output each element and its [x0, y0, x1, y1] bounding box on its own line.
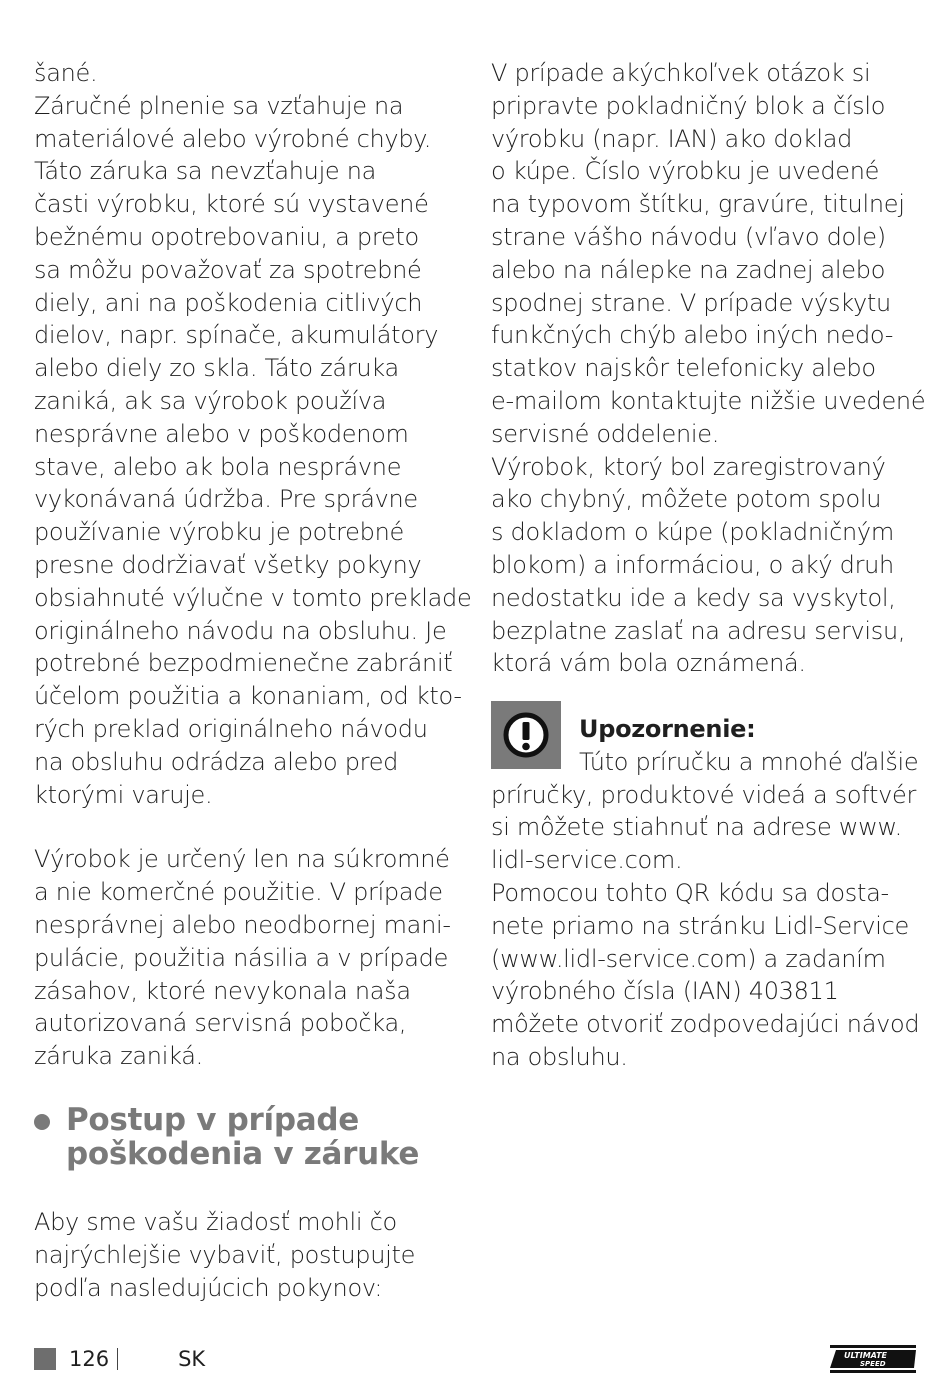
- text-line: si môžete stiahnuť na adrese www.: [491, 813, 902, 842]
- private-use-paragraph: [34, 843, 464, 1073]
- heading-line: Postup v prípade: [66, 1102, 359, 1138]
- footer-divider: [117, 1348, 118, 1370]
- text-line: vykonávaná údržba. Pre správne: [34, 485, 418, 514]
- text-line: Pomocou tohto QR kódu sa dosta-: [491, 878, 889, 907]
- text-line: nedostatku ide a kedy sa vyskytol,: [491, 583, 896, 612]
- text-line: zaniká, ak sa výrobok používa: [34, 386, 387, 415]
- text-line: potrebné bezpodmienečne zabrániť: [34, 649, 453, 678]
- text-line: bežnému opotrebovaniu, a preto: [34, 222, 419, 251]
- text-line: používanie výrobku je potrebné: [34, 518, 404, 547]
- text-line: sa môžu považovať za spotrebné: [34, 255, 422, 284]
- text-line: na typovom štítku, gravúre, titulnej: [491, 190, 905, 219]
- text-line: Výrobok, ktorý bol zaregistrovaný: [491, 452, 886, 481]
- text-line: strane vášho návodu (vľavo dole): [491, 222, 886, 251]
- text-line: statkov najskôr telefonicky alebo: [491, 354, 876, 383]
- text-line: ktorá vám bola oznámená.: [491, 649, 806, 678]
- text-line: a nie komerčné použitie. V prípade: [34, 878, 443, 907]
- text-line: materiálové alebo výrobné chyby.: [34, 124, 432, 153]
- text-line: Táto záruka sa nevzťahuje na: [34, 157, 377, 186]
- notice-block: [491, 713, 921, 1074]
- text-line: autorizovaná servisná pobočka,: [34, 1009, 407, 1038]
- text-line: príručky, produktové videá a softvér: [491, 780, 917, 809]
- text-line: s dokladom o kúpe (pokladničným: [491, 518, 894, 547]
- text-line: originálneho návodu na obsluhu. Je: [34, 616, 447, 645]
- text-line: funkčných chýb alebo iných nedo-: [491, 321, 894, 350]
- defective-product-paragraph: [491, 451, 921, 681]
- notice-title: Upozornenie:: [579, 715, 756, 743]
- text-line: na obsluhu odrádza alebo pred: [34, 747, 399, 776]
- text-line: rých preklad originálneho návodu: [34, 714, 428, 743]
- left-column: [34, 57, 472, 1073]
- ultimate-speed-logo: [830, 1345, 916, 1373]
- text-line: dielov, napr. spínače, akumulátory: [34, 321, 439, 350]
- right-column: [491, 57, 926, 680]
- questions-paragraph: [491, 57, 926, 451]
- text-line: spodnej strane. V prípade výskytu: [491, 288, 891, 317]
- text-line: V prípade akýchkoľvek otázok si: [491, 59, 871, 87]
- procedure-intro-paragraph: [34, 1206, 415, 1304]
- text-line: (www.lidl-service.com) a zadaním: [491, 944, 886, 973]
- text-line: šané.: [34, 59, 98, 87]
- text-line: časti výrobku, ktoré sú vystavené: [34, 190, 429, 219]
- section-heading-text: [66, 1103, 419, 1171]
- text-line: pulácie, použitia násilia a v prípade: [34, 943, 449, 972]
- text-line: bezplatne zaslať na adresu servisu,: [491, 616, 906, 645]
- text-line: alebo diely zo skla. Táto záruka: [34, 354, 399, 383]
- bullet-icon: [34, 1114, 50, 1130]
- warranty-conditions-paragraph: [34, 57, 472, 811]
- svg-text:ULTIMATE: ULTIMATE: [844, 1351, 888, 1360]
- paragraph-spacer: [34, 811, 464, 843]
- language-code: SK: [178, 1347, 206, 1371]
- text-line: blokom) a informáciou, o aký druh: [491, 550, 894, 579]
- text-line: Aby sme vašu žiadosť mohli čo: [34, 1208, 397, 1236]
- text-line: zásahov, ktoré nevykonala naša: [34, 976, 411, 1005]
- page-number: 126: [69, 1347, 110, 1371]
- text-line: e-mailom kontaktujte nižšie uvedené: [491, 386, 926, 415]
- text-line: ktorými varuje.: [34, 780, 213, 809]
- text-line: stave, alebo ak bola nesprávne: [34, 452, 402, 481]
- text-line: presne dodržiavať všetky pokyny: [34, 550, 422, 579]
- text-line: o kúpe. Číslo výrobku je uvedené: [491, 157, 880, 186]
- section-heading: [34, 1103, 419, 1171]
- svg-text:SPEED: SPEED: [860, 1360, 886, 1368]
- text-line: záruka zaniká.: [34, 1042, 203, 1071]
- text-line: pripravte pokladničný blok a číslo: [491, 91, 886, 120]
- text-line: nete priamo na stránku Lidl-Service: [491, 911, 909, 940]
- text-line: servisné oddelenie.: [491, 419, 720, 448]
- text-line: ako chybný, môžete potom spolu: [491, 485, 882, 514]
- text-line: výrobného čísla (IAN) 403811: [491, 977, 839, 1006]
- text-line: Záručné plnenie sa vzťahuje na: [34, 91, 404, 120]
- text-line: obsiahnuté výlučne v tomto preklade: [34, 583, 472, 612]
- text-line: podľa nasledujúcich pokynov:: [34, 1273, 383, 1302]
- text-line: na obsluhu.: [491, 1042, 628, 1071]
- text-line: nesprávnej alebo neodbornej mani-: [34, 910, 451, 939]
- text-line: môžete otvoriť zodpovedajúci návod: [491, 1010, 920, 1039]
- text-line: účelom použitia a konaniam, od kto-: [34, 682, 462, 711]
- text-line: nesprávne alebo v poškodenom: [34, 419, 409, 448]
- text-line: Túto príručku a mnohé ďalšie: [579, 747, 919, 776]
- text-line: výrobku (napr. IAN) ako doklad: [491, 124, 853, 153]
- text-line: najrýchlejšie vybaviť, postupujte: [34, 1240, 416, 1269]
- text-line: lidl-service.com.: [491, 846, 683, 875]
- text-line: alebo na nálepke na zadnej alebo: [491, 255, 886, 284]
- footer-square-icon: [34, 1348, 56, 1370]
- text-line: Výrobok je určený len na súkromné: [34, 845, 450, 874]
- text-line: diely, ani na poškodenia citlivých: [34, 288, 423, 317]
- page-footer: [34, 1346, 205, 1372]
- heading-line: poškodenia v záruke: [66, 1136, 420, 1172]
